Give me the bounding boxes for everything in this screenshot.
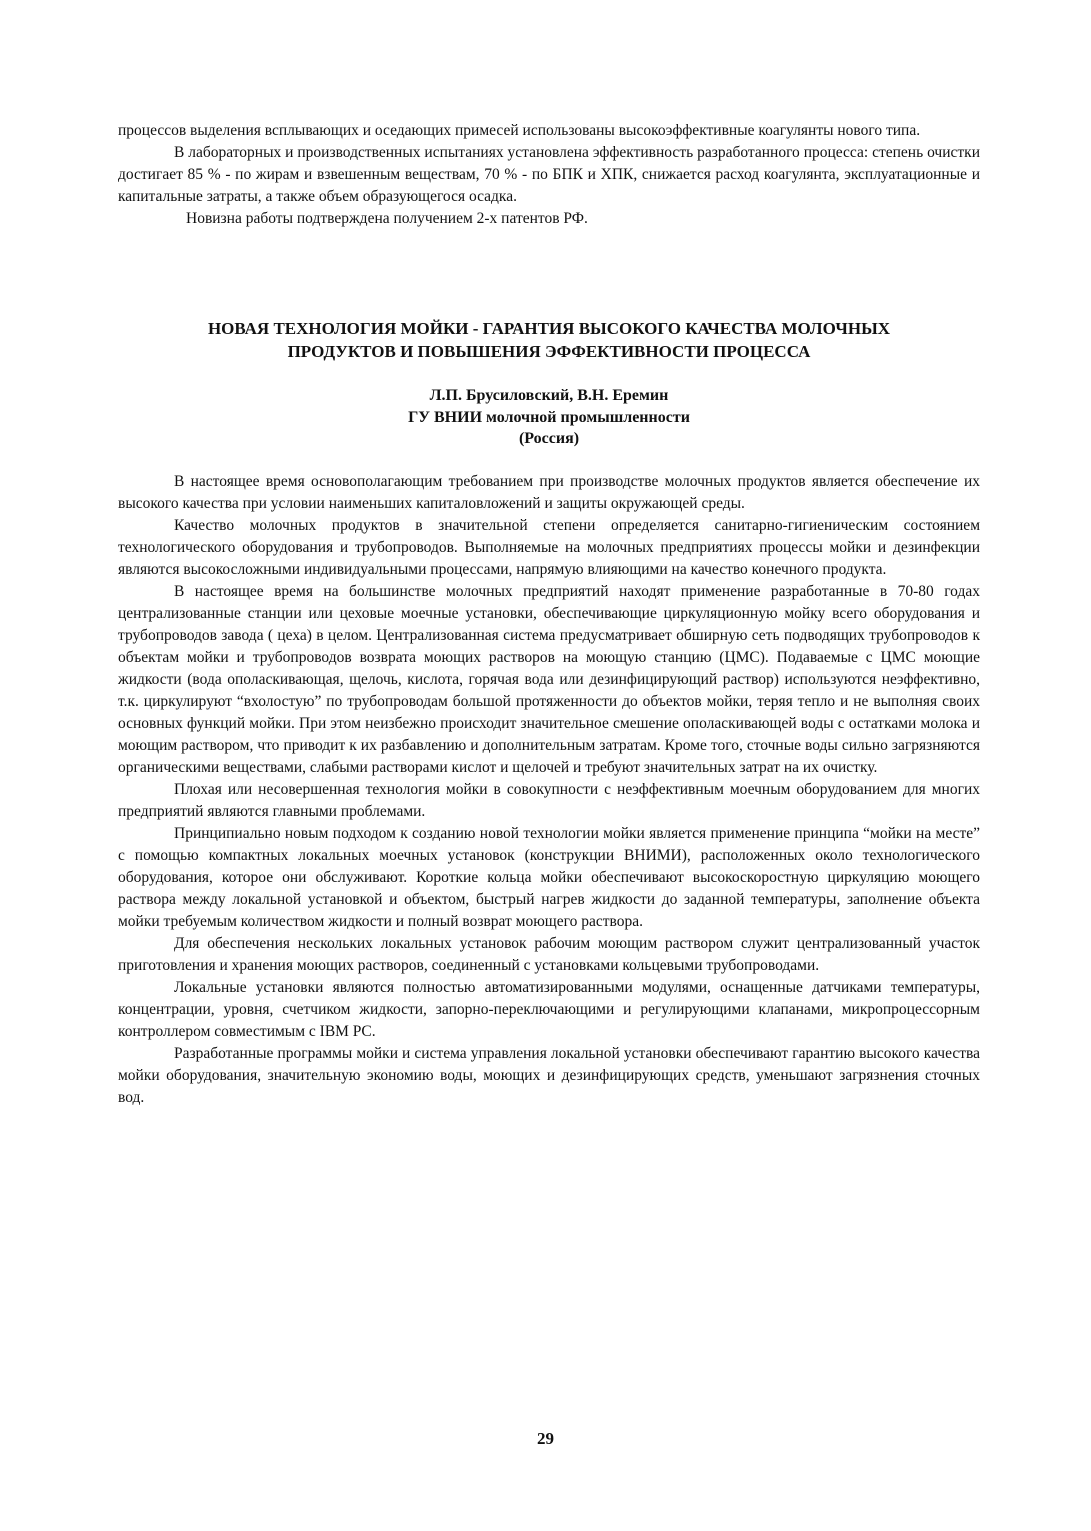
country: (Россия) bbox=[518, 430, 580, 447]
paragraph: Для обеспечения нескольких локальных установок рабочим моющим раствором служит централизованный участок приготовления и хранения моющих растворов, соединенный с установками кольцевыми трубопроводами. bbox=[118, 935, 980, 974]
authors: Л.П. Брусиловский, В.Н. Еремин bbox=[429, 387, 669, 404]
paragraph: Новизна работы подтверждена получением 2-х патентов РФ. bbox=[186, 210, 588, 227]
paragraph: В лабораторных и производственных испытаниях установлена эффективность разработанного процесса: степень очистки достигает 85 % - по жирам и взвешенным веществам, 70 % - по БПК и ХПК, снижается расход коагулянта, эксплуатационные и капитальные затраты, а также объем образующегося осадка. bbox=[118, 144, 980, 205]
article-byline bbox=[118, 385, 980, 450]
paragraph: В настоящее время основополагающим требованием при производстве молочных продуктов является обеспечение их высокого качества при условии наименьших капиталовложений и защиты окружающей среды. bbox=[118, 473, 980, 512]
page-number: 29 bbox=[537, 1429, 554, 1448]
paragraph: В настоящее время на большинстве молочных предприятий находят применение разработанные в 70-80 годах централизованные станции или цеховые моечные установки, обеспечивающие циркуляционную мойку всего оборудования и трубопроводов завода ( цеха) в целом. Централизованная система предусматривает обширную сеть подводящих трубопроводов к объектам мойки и трубопроводов возврата моющих растворов на моющую станцию (ЦМС). Подаваемые с ЦМС моющие жидкости (вода ополаскивающая, щелочь, кислота, горячая вода или дезинфицирующий раствор) используются неэффективно, т.к. циркулируют “вхолостую” по трубопроводам большой протяженности до объектов мойки, теряя тепло и не выполняя своих основных функций мойки. При этом неизбежно происходит значительное смешение ополаскивающей воды с остатками молока и моющим раствором, что приводит к их разбавлению и дополнительным затратам. Кроме того, сточные воды сильно загрязняются органическими веществами, слабыми растворами кислот и щелочей и требуют значительных затрат на их очистку. bbox=[118, 583, 980, 776]
paragraph: Плохая или несовершенная технология мойки в совокупности с неэффективным моечным оборудованием для многих предприятий являются главными проблемами. bbox=[118, 781, 980, 820]
paragraph: Принципиально новым подходом к созданию новой технологии мойки является применение принципа “мойки на месте” с помощью компактных локальных моечных установок (конструкции ВНИМИ), расположенных около технологического оборудования, которое они обслуживают. Короткие кольца мойки обеспечивают высокоскоростную циркуляцию моющего раствора между локальной установкой и объектом, быстрый нагрев жидкости до заданной температуры, заполнение объекта мойки требуемым количеством жидкости и полный возврат моющего раствора. bbox=[118, 825, 980, 930]
title-line: ПРОДУКТОВ И ПОВЫШЕНИЯ ЭФФЕКТИВНОСТИ ПРОЦЕССА bbox=[287, 342, 811, 361]
paragraph: Качество молочных продуктов в значительной степени определяется санитарно-гигиеническим состоянием технологического оборудования и трубопроводов. Выполняемые на молочных предприятиях процессы мойки и дезинфекции являются высокосложными индивидуальными процессами, напрямую влияющими на качество конечного продукта. bbox=[118, 517, 980, 578]
article-body bbox=[118, 471, 980, 1109]
title-line: НОВАЯ ТЕХНОЛОГИЯ МОЙКИ - ГАРАНТИЯ ВЫСОКОГО КАЧЕСТВА МОЛОЧНЫХ bbox=[207, 319, 891, 338]
affiliation: ГУ ВНИИ молочной промышленности bbox=[408, 408, 690, 426]
article-title bbox=[118, 317, 980, 363]
paragraph: Локальные установки являются полностью автоматизированными модулями, оснащенные датчиками температуры, концентрации, уровня, счетчиком жидкости, запорно-переключающими и регулирующими клапанами, микропроцессорным контроллером совместимым с IBM PC. bbox=[118, 979, 980, 1040]
paragraph: Разработанные программы мойки и система управления локальной установки обеспечивают гарантию высокого качества мойки оборудования, значительную экономию воды, моющих и дезинфицирующих средств, уменьшают загрязнения сточных вод. bbox=[118, 1045, 980, 1106]
paragraph: процессов выделения всплывающих и оседающих примесей использованы высокоэффективные коагулянты нового типа. bbox=[118, 122, 921, 139]
preceding-article-text bbox=[118, 120, 980, 230]
